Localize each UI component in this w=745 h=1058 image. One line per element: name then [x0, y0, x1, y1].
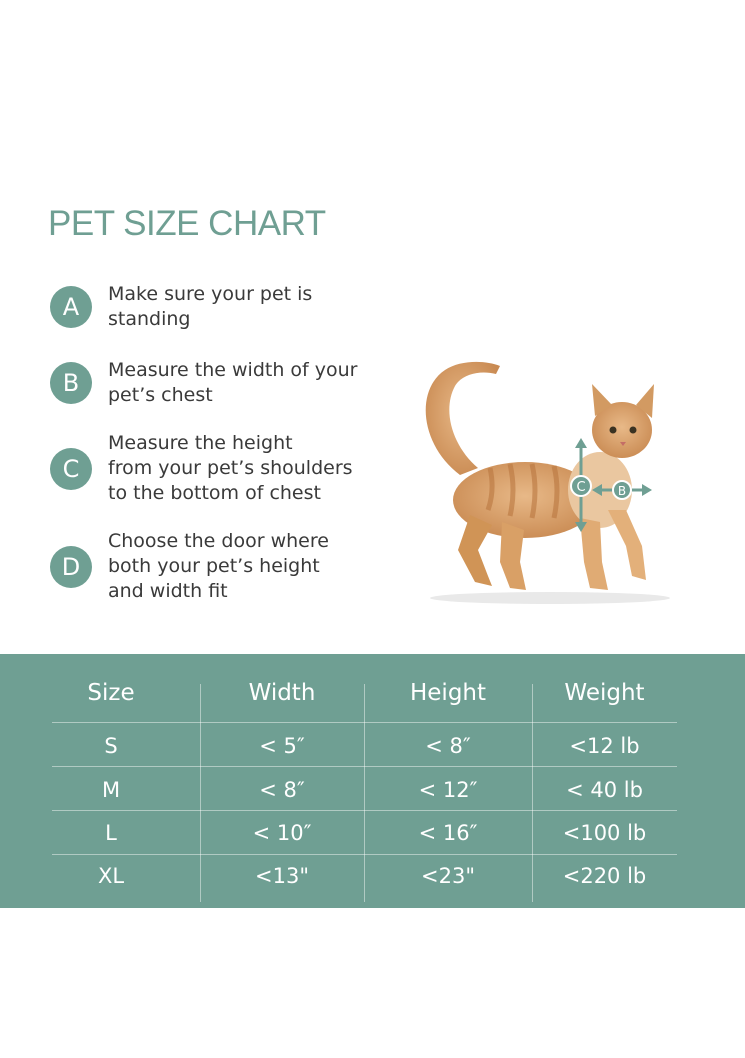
- cat-icon: [400, 350, 680, 610]
- table-cell: < 8″: [259, 778, 305, 802]
- step-d-text: [108, 529, 329, 604]
- step-c-text: [108, 431, 353, 506]
- step-d-line-3: and width fit: [108, 580, 228, 602]
- table-cell: < 8″: [425, 734, 471, 758]
- table-cell: < 40 lb: [566, 778, 643, 802]
- size-table-grid: [52, 654, 677, 908]
- step-c-line-1: Measure the height: [108, 432, 293, 454]
- table-cell: <13": [255, 864, 309, 888]
- step-a: [50, 282, 380, 332]
- table-cell: XL: [97, 864, 125, 888]
- marker-b-label: B: [617, 484, 627, 498]
- step-a-badge: A: [50, 286, 92, 328]
- step-b-badge: B: [50, 362, 92, 404]
- step-b-line-2: pet’s chest: [108, 384, 213, 406]
- step-a-text: [108, 282, 312, 332]
- table-cell: L: [105, 821, 117, 845]
- table-cell: S: [104, 734, 118, 758]
- step-b: [50, 358, 380, 408]
- table-cell: < 16″: [418, 821, 478, 845]
- step-a-line-2: standing: [108, 308, 191, 330]
- step-d-line-1: Choose the door where: [108, 530, 329, 552]
- step-c: [50, 431, 380, 506]
- table-cell: <12 lb: [569, 734, 640, 758]
- step-c-badge: C: [50, 448, 92, 490]
- table-cell: < 10″: [252, 821, 312, 845]
- marker-c-label: C: [576, 480, 586, 495]
- header-width: Width: [248, 680, 316, 706]
- table-cell: M: [101, 778, 121, 802]
- step-c-line-3: to the bottom of chest: [108, 482, 321, 504]
- table-cell: <100 lb: [562, 821, 647, 845]
- header-size: Size: [87, 680, 135, 706]
- step-a-line-1: Make sure your pet is: [108, 283, 313, 305]
- step-c-line-2: from your pet’s shoulders: [108, 457, 353, 479]
- step-b-line-1: Measure the width of your: [108, 359, 358, 381]
- header-weight: Weight: [564, 680, 645, 706]
- step-d-badge: D: [50, 546, 92, 588]
- step-b-text: [108, 358, 358, 408]
- size-table: [0, 654, 745, 908]
- table-cell: < 12″: [418, 778, 478, 802]
- header-height: Height: [409, 680, 487, 706]
- step-d-line-2: both your pet’s height: [108, 555, 320, 577]
- table-cell: < 5″: [259, 734, 305, 758]
- table-cell: <23": [421, 864, 475, 888]
- page-title: PET SIZE CHART: [48, 204, 326, 243]
- cat-illustration: [400, 350, 680, 610]
- step-d: [50, 529, 380, 604]
- table-cell: <220 lb: [562, 864, 647, 888]
